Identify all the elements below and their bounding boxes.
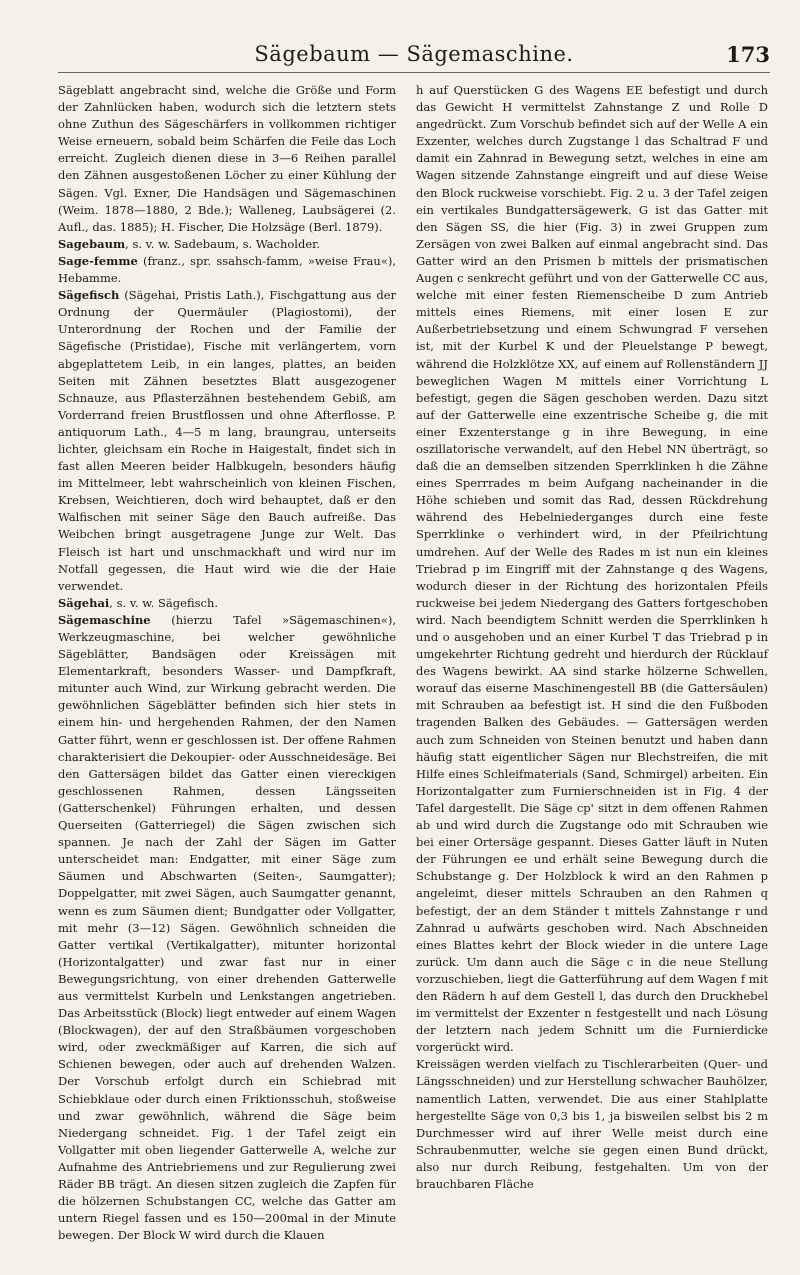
page-header	[58, 38, 770, 73]
paragraph-kreissaegen: Kreissägen werden vielfach zu Tischlerarbeiten (Quer- und Längsschneiden) und zur Herstellung schwacher Bauhölzer, namentlich Latten, verwendet. Die aus einer Stahlplatte hergestellte Säge von 0,3 bis 1, ja bisweilen selbst bis 2 m Durchmesser wird auf ihrer Welle meist durch eine Schraubenmutter, welche sie gegen einen Bund drückt, also nur durch Reibung, festgehalten. Um von der brauchbaren Fläche	[416, 1057, 768, 1191]
page-number: 173	[726, 42, 770, 67]
right-column	[416, 82, 768, 1193]
paragraph: Sägeblatt angebracht sind, welche die Größe und Form der Zahnlücken haben, wodurch sich die letztern stets ohne Zuthun des Sägeschärfers in vollkommen richtiger Weise erneuern, sobald beim Schärfen die Feile das Loch erreicht. Zugleich dienen diese in 3—6 Reihen parallel den Zähnen ausgestoßenen Löcher zu einer Kühlung der Sägen. Vgl. Exner, Die Handsägen und Sägemaschinen (Weim. 1878—1880, 2 Bde.); Walleneg, Laubsägerei (2. Aufl., das. 1885); H. Fischer, Die Holzsäge (Berl. 1879).	[58, 83, 396, 234]
entry-saegemaschine: Sägemaschine (hierzu Tafel »Sägemaschinen«), Werkzeugmaschine, bei welcher gewöhnliche Sägeblätter, Bandsägen oder Kreissägen mit Elementarkraft, besonders Wasser- und Dampfkraft, mitunter auch Wind, zur Wirkung gebracht werden. Die gewöhnlichen Sägeblätter befinden sich hier stets in einem hin- und hergehenden Rahmen, der den Namen Gatter führt, wenn er geschlossen ist. Der offene Rahmen charakterisiert die Dekoupier- oder Ausschneidesäge. Bei den Gattersägen bildet das Gatter einen viereckigen geschlossenen Rahmen, dessen Längsseiten (Gatterschenkel) Führungen erhalten, und dessen Querseiten (Gatterriegel) die Sägen zwischen sich spannen. Je nach der Zahl der Sägen im Gatter unterscheidet man: Endgatter, mit einer Säge zum Säumen und Abschwarten (Seiten-, Saumgatter); Doppelgatter, mit zwei Sägen, auch Saumgatter genannt, wenn es zum Säumen dient; Bundgatter oder Vollgatter, mit mehr (3—12) Sägen. Gewöhnlich schneiden die Gatter vertikal (Vertikalgatter), mitunter horizontal (Horizontalgatter) und zwar fast nur in einer Bewegungsrichtung, von einer drehenden Gatterwelle aus vermittelst Kurbeln und Lenkstangen angetrieben. Das Arbeitsstück (Block) liegt entweder auf einem Wagen (Blockwagen), der auf den Straßbäumen vorgeschoben wird, oder zweckmäßiger auf Karren, die sich auf Schienen bewegen, oder auch auf drehenden Walzen. Der Vorschub erfolgt durch ein Schiebrad mit Schiebklaue oder durch einen Friktionsschuh, stoßweise und zwar gewöhnlich, während die Säge beim Niedergang schneidet. Fig. 1 der Tafel zeigt ein Vollgatter mit oben liegender Gatterwelle A, welche zur Aufnahme des Antriebriemens und zur Regulierung zwei Räder BB trägt. An diesen sitzen zugleich die Zapfen für die hölzernen Schubstangen CC, welche das Gatter am untern Riegel fassen und es 150—200mal in der Minute bewegen. Der Block W wird durch die Klauen	[58, 612, 396, 1243]
entry-sage-femme: Sage-femme (franz., spr. ssahsch-famm, »weise Frau«), Hebamme.	[58, 253, 396, 286]
entry-saegehai: Sägehai, s. v. w. Sägefisch.	[58, 595, 219, 610]
left-column	[58, 82, 396, 1244]
headword: Sägehai	[58, 595, 110, 610]
headword: Sage-femme	[58, 253, 138, 268]
headword: Sägemaschine	[58, 612, 151, 627]
running-head: Sägebaum — Sägemaschine.	[254, 42, 574, 66]
entry-sagebaum: Sagebaum, s. v. w. Sadebaum, s. Wacholder.	[58, 236, 321, 251]
paragraph: h auf Querstücken G des Wagens EE befestigt und durch das Gewicht H vermittelst Zahnstange Z und Rolle D angedrückt. Zum Vorschub befindet sich auf der Welle A ein Exzenter, welches durch Zugstange l das Schaltrad F und damit ein Zahnrad in Bewegung setzt, welches in eine am Wagen sitzende Zahnstange eingreift und auf diese Weise den Block ruckweise vorschiebt. Fig. 2 u. 3 der Tafel zeigen ein vertikales Bundgattersägewerk. G ist das Gatter mit den Sägen SS, die hier (Fig. 3) in zwei Gruppen zum Zersägen von zwei Balken auf einmal angebracht sind. Das Gatter wird an den Prismen b mittels der prismatischen Augen c senkrecht geführt und von der Gatterwelle CC aus, welche mit einer festen Riemenscheibe D zum Antrieb mittels eines Riemens, mit einer losen E zur Außerbetriebsetzung und einem Schwungrad F versehen ist, mit der Kurbel K und der Pleuelstange P bewegt, während die Holzklötze XX, auf einem auf Rollenständern JJ beweglichen Wagen M mittels einer Vorrichtung L befestigt, gegen die Sägen geschoben werden. Dazu sitzt auf der Gatterwelle eine exzentrische Scheibe g, die mit einer Exzenterstange g in ihre Bewegung, in eine oszillatorische verwandelt, auf den Hebel NN überträgt, so daß die an demselben sitzenden Sperrklinken h die Zähne eines Sperrrades m beim Aufgang nacheinander in die Höhe schieben und somit das Rad, dessen Rückdrehung während des Hebelniederganges durch eine feste Sperrklinke o verhindert wird, in der Pfeilrichtung umdrehen. Auf der Welle des Rades m ist nun ein kleines Triebrad p im Eingriff mit der Zahnstange q des Wagens, wodurch dieser in der Richtung des horizontalen Pfeils ruckweise bei jedem Niedergang des Gatters fortgeschoben wird. Nach beendigtem Schnitt werden die Sperrklinken h und o ausgehoben und an einer Kurbel T das Triebrad p in umgekehrter Richtung gedreht und hierdurch der Rücklauf des Wagens bewirkt. AA sind starke hölzerne Schwellen, worauf das eiserne Maschinengestell BB (die Gattersäulen) mit Schrauben aa befestigt ist. H sind die den Fußboden tragenden Balken des Gebäudes. — Gattersägen werden auch zum Schneiden von Steinen benutzt und haben dann häufig statt eigentlicher Sägen nur Blechstreifen, die mit Hilfe eines Schleifmaterials (Sand, Schmirgel) arbeiten. Ein Horizontalgatter zum Furnierschneiden ist in Fig. 4 der Tafel dargestellt. Die Säge cp' sitzt in dem offenen Rahmen ab und wird durch die Zugstange odo mit Schrauben wie bei einer Ortersäge gespannt. Dieses Gatter läuft in Nuten der Führungen ee und erhält seine Bewegung durch die Schubstange g. Der Holzblock k wird an den Rahmen p angeleimt, dieser mittels Schrauben an den Rahmen q befestigt, der an dem Ständer t mittels Zahnstange r und Zahnrad u aufwärts geschoben wird. Nach Abschneiden eines Blattes kehrt der Block wieder in die untere Lage zurück. Um dann auch die Säge c in die neue Stellung vorzuschieben, liegt die Gatterführung auf dem Wagen f mit den Rädern h auf dem Gestell l, das durch den Druckhebel im vermittelst der Exzenter n festgestellt und nach Lösung der letztern nach jedem Schnitt um die Furnierdicke vorgerückt wird.	[416, 83, 768, 1055]
headword: Sagebaum	[58, 236, 126, 251]
entry-saegefisch: Sägefisch (Sägehai, Pristis Lath.), Fischgattung aus der Ordnung der Quermäuler (Plagiostomi), der Unterordnung der Rochen und der Familie der Sägefische (Pristidae), Fische mit verlängertem, vorn abgeplattetem Leib, in ein langes, plattes, an beiden Seiten mit Zähnen besetztes Blatt ausgezogener Schnauze, aus Pflasterzähnen bestehendem Gebiß, am Vorderrand freien Brustflossen und ohne Afterflosse. P. antiquorum Lath., 4—5 m lang, braungrau, unterseits lichter, gleichsam ein Roche in Haigestalt, findet sich in fast allen Meeren beider Halbkugeln, besonders häufig im Mittelmeer, lebt wahrscheinlich von kleinen Fischen, Krebsen, Weichtieren, doch wird behauptet, daß er den Walfischen mit seiner Säge den Bauch aufreiße. Das Weibchen bringt ausgetragene Junge zur Welt. Das Fleisch ist hart und unschmackhaft und wird nur im Notfall gegessen, die Haut wird wie die der Haie verwendet.	[58, 288, 396, 593]
headword: Sägefisch	[58, 288, 120, 303]
